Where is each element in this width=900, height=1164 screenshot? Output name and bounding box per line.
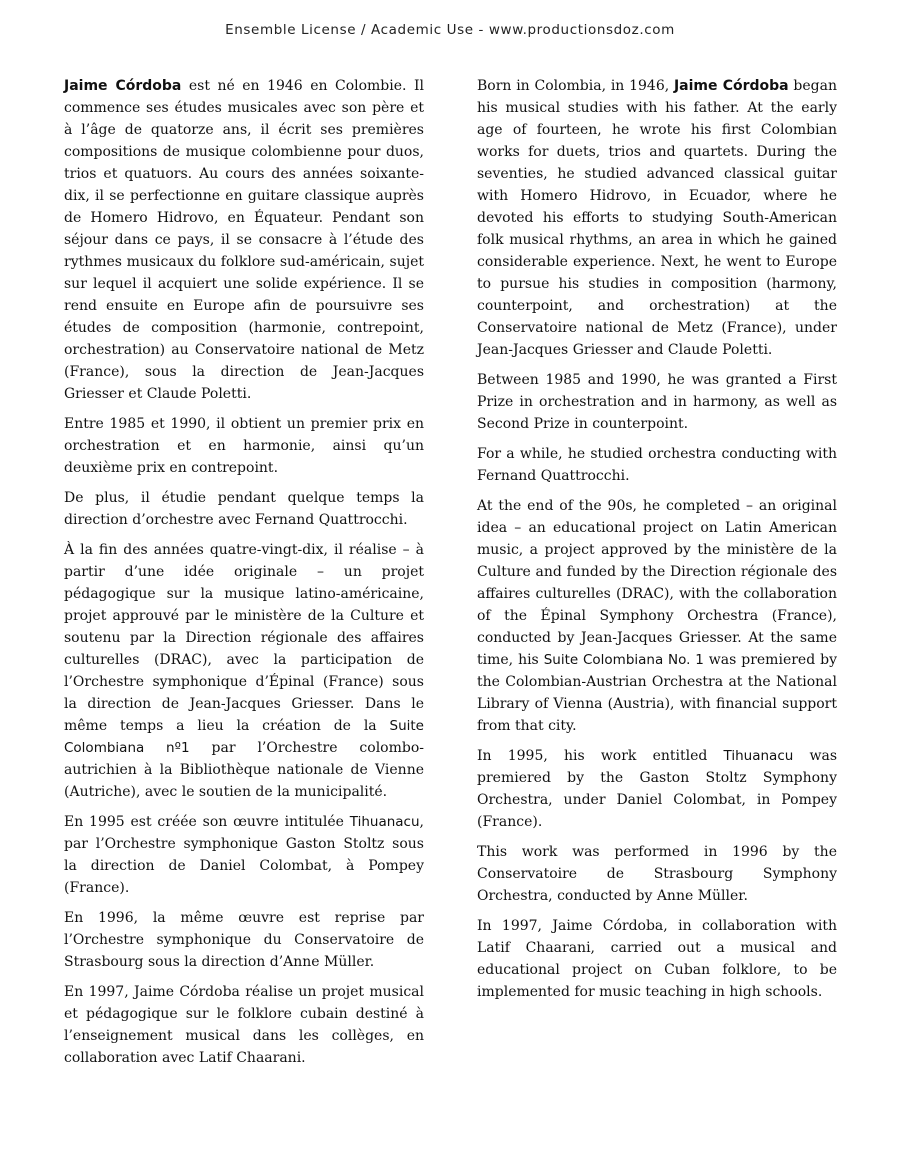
work-title: Tihuanacu bbox=[723, 748, 794, 764]
fr-paragraph-7: En 1997, Jaime Córdoba réalise un projet musical et pédagogique sur le folklore cubain destiné à l’enseignement musical dans les collèges, en collaboration avec Latif Chaarani. bbox=[64, 984, 424, 1066]
en-p4-text-b: was premiered by the Colombian-Austrian Orchestra at the National Library of Vienna (Austria), with financial support from that city. bbox=[477, 652, 837, 734]
fr-p4-text-a: À la fin des années quatre-vingt-dix, il réalise – à partir d’une idée originale – un projet pédagogique sur la musique latino-américaine, projet approuvé par le ministère de la Culture et soutenu par la Direction régionale des affaires culturelles (DRAC), avec la participation de l’Orchestre symphonique d’Épinal (France) sous la direction de Jean-Jacques Griesser. Dans le même temps a lieu la création de la bbox=[64, 542, 424, 734]
en-p1-text-b: began his musical studies with his father. At the early age of fourteen, he wrote his first Colombian works for duets, trios and quartets. During the seventies, he studied advanced classical guitar with Homero Hidrovo, in Ecuador, where he devoted his efforts to studying South-American folk musical rhythms, an area in which he gained considerable experience. Next, he went to Europe to pursue his studies in composition (harmony, counterpoint, and orchestration) at the Conservatoire national de Metz (France), under Jean-Jacques Griesser and Claude Poletti. bbox=[477, 78, 837, 358]
fr-p5-text-a: En 1995 est créée son œuvre intitulée bbox=[64, 814, 350, 830]
en-paragraph-4 bbox=[477, 495, 837, 737]
en-p1-text-a: Born in Colombia, in 1946, bbox=[477, 78, 674, 94]
fr-paragraph-5 bbox=[64, 811, 424, 899]
french-column bbox=[64, 75, 424, 1077]
fr-paragraph-1 bbox=[64, 75, 424, 405]
work-title: Tihuanacu bbox=[349, 814, 420, 830]
en-p5-text-b: was premiered by the Gaston Stoltz Symphony Orchestra, under Daniel Colombat, in Pompey (France). bbox=[477, 748, 838, 830]
en-paragraph-6: This work was performed in 1996 by the Conservatoire de Strasbourg Symphony Orchestra, conducted by Anne Müller. bbox=[477, 844, 837, 904]
composer-name: Jaime Córdoba bbox=[64, 78, 182, 94]
composer-name: Jaime Córdoba bbox=[673, 78, 789, 94]
fr-p5-text-b: , par l’Orchestre symphonique Gaston Stoltz sous la direction de Daniel Colombat, à Pompey (France). bbox=[64, 814, 424, 896]
en-paragraph-2: Between 1985 and 1990, he was granted a First Prize in orchestration and in harmony, as well as Second Prize in counterpoint. bbox=[477, 372, 837, 432]
license-header: Ensemble License / Academic Use - www.productionsdoz.com bbox=[225, 22, 675, 38]
en-paragraph-3: For a while, he studied orchestra conducting with Fernand Quattrocchi. bbox=[477, 446, 837, 484]
fr-paragraph-3: De plus, il étudie pendant quelque temps la direction d’orchestre avec Fernand Quattrocchi. bbox=[64, 490, 424, 528]
en-paragraph-7: In 1997, Jaime Córdoba, in collaboration with Latif Chaarani, carried out a musical and educational project on Cuban folklore, to be implemented for music teaching in high schools. bbox=[477, 918, 837, 1000]
en-p5-text-a: In 1995, his work entitled bbox=[477, 748, 724, 764]
fr-p4-text-b: par l’Orchestre colombo-autrichien à la Bibliothèque nationale de Vienne (Autriche), avec le soutien de la municipalité. bbox=[64, 740, 424, 800]
work-title: Suite Colombiana No. 1 bbox=[543, 652, 704, 668]
fr-paragraph-6: En 1996, la même œuvre est reprise par l’Orchestre symphonique du Conservatoire de Strasbourg sous la direction d’Anne Müller. bbox=[64, 910, 424, 970]
en-paragraph-1 bbox=[477, 75, 837, 361]
fr-paragraph-2: Entre 1985 et 1990, il obtient un premier prix en orchestration et en harmonie, ainsi qu’un deuxième prix en contrepoint. bbox=[64, 416, 424, 476]
en-p4-text-a: At the end of the 90s, he completed – an original idea – an educational project on Latin American music, a project approved by the ministère de la Culture and funded by the Direction régionale des affaires culturelles (DRAC), with the collaboration of the Épinal Symphony Orchestra (France), conducted by Jean-Jacques Griesser. At the same time, his bbox=[477, 498, 837, 668]
en-paragraph-5 bbox=[477, 745, 837, 833]
work-title: Suite Colombiana nº1 bbox=[64, 718, 424, 756]
fr-paragraph-4 bbox=[64, 539, 424, 803]
english-column bbox=[477, 75, 837, 1011]
fr-p1-text: est né en 1946 en Colombie. Il commence ses études musicales avec son père et à l’âge de quatorze ans, il écrit ses premières compositions de musique colombienne pour duos, trios et quatuors. Au cours des années soixante-dix, il se perfectionne en guitare classique auprès de Homero Hidrovo, en Équateur. Pendant son séjour dans ce pays, il se consacre à l’étude des rythmes musicaux du folklore sud-américain, sujet sur lequel il acquiert une solide expérience. Il se rend ensuite en Europe afin de poursuivre ses études de composition (harmonie, contrepoint, orchestration) au Conservatoire national de Metz (France), sous la direction de Jean-Jacques Griesser et Claude Poletti. bbox=[64, 78, 424, 402]
